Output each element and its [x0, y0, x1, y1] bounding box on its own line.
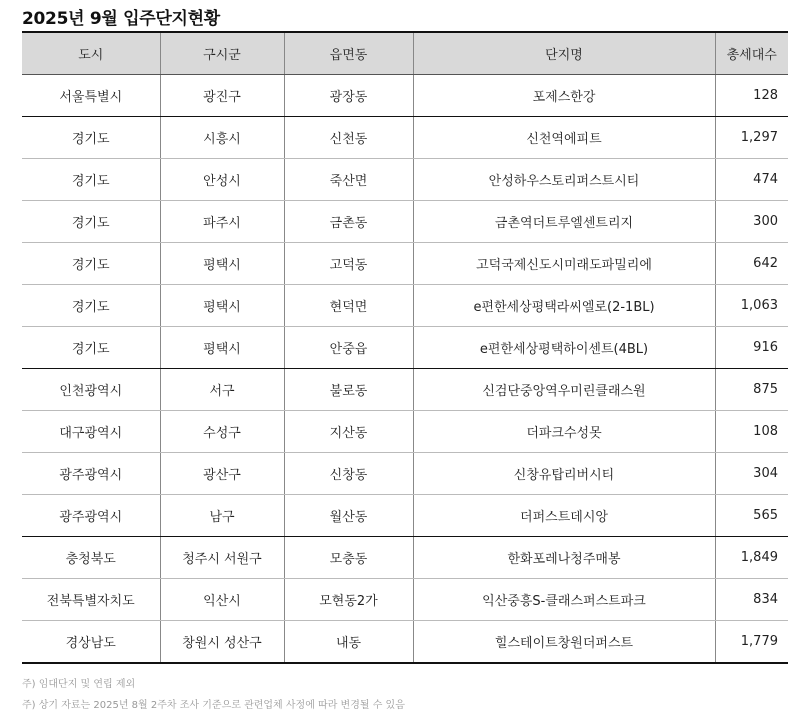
cell-town: 지산동: [284, 411, 413, 453]
cell-city: 충청북도: [22, 537, 160, 579]
cell-district: 안성시: [160, 159, 284, 201]
table-header-row: [22, 32, 788, 75]
cell-complex: 신천역에피트: [413, 117, 715, 159]
cell-households: 1,779: [715, 621, 788, 664]
cell-complex: 안성하우스토리퍼스트시티: [413, 159, 715, 201]
column-header-households: 총세대수: [715, 32, 788, 75]
column-header-district: 구시군: [160, 32, 284, 75]
cell-district: 파주시: [160, 201, 284, 243]
cell-complex: e편한세상평택하이센트(4BL): [413, 327, 715, 369]
table-row: [22, 159, 788, 201]
cell-city: 경기도: [22, 285, 160, 327]
cell-complex: e편한세상평택라씨엘로(2-1BL): [413, 285, 715, 327]
cell-complex: 신창유탑리버시티: [413, 453, 715, 495]
cell-district: 창원시 성산구: [160, 621, 284, 664]
cell-complex: 더퍼스트데시앙: [413, 495, 715, 537]
cell-district: 수성구: [160, 411, 284, 453]
cell-town: 모충동: [284, 537, 413, 579]
cell-town: 불로동: [284, 369, 413, 411]
cell-district: 평택시: [160, 243, 284, 285]
cell-city: 경상남도: [22, 621, 160, 664]
cell-district: 광산구: [160, 453, 284, 495]
cell-city: 경기도: [22, 159, 160, 201]
table-row: [22, 75, 788, 117]
cell-complex: 익산중흥S-클래스퍼스트파크: [413, 579, 715, 621]
cell-households: 916: [715, 327, 788, 369]
cell-city: 인천광역시: [22, 369, 160, 411]
table-row: [22, 537, 788, 579]
cell-city: 서울특별시: [22, 75, 160, 117]
cell-city: 경기도: [22, 327, 160, 369]
cell-city: 전북특별자치도: [22, 579, 160, 621]
cell-town: 월산동: [284, 495, 413, 537]
cell-households: 474: [715, 159, 788, 201]
cell-district: 시흥시: [160, 117, 284, 159]
cell-town: 고덕동: [284, 243, 413, 285]
table-row: [22, 243, 788, 285]
cell-city: 광주광역시: [22, 495, 160, 537]
cell-town: 안중읍: [284, 327, 413, 369]
table-row: [22, 285, 788, 327]
cell-district: 평택시: [160, 327, 284, 369]
column-header-complex: 단지명: [413, 32, 715, 75]
cell-town: 금촌동: [284, 201, 413, 243]
cell-district: 익산시: [160, 579, 284, 621]
move-in-table: [22, 31, 788, 664]
table-row: [22, 411, 788, 453]
cell-households: 1,297: [715, 117, 788, 159]
cell-households: 128: [715, 75, 788, 117]
table-row: [22, 621, 788, 664]
cell-complex: 포제스한강: [413, 75, 715, 117]
footnote: 주) 임대단지 및 연립 제외: [22, 679, 136, 690]
cell-town: 죽산면: [284, 159, 413, 201]
cell-city: 경기도: [22, 243, 160, 285]
footnotes: [22, 674, 405, 716]
cell-complex: 한화포레나청주매봉: [413, 537, 715, 579]
cell-district: 광진구: [160, 75, 284, 117]
table-row: [22, 579, 788, 621]
table-row: [22, 453, 788, 495]
cell-households: 1,063: [715, 285, 788, 327]
cell-households: 1,849: [715, 537, 788, 579]
cell-city: 광주광역시: [22, 453, 160, 495]
cell-town: 신천동: [284, 117, 413, 159]
cell-households: 304: [715, 453, 788, 495]
table-row: [22, 495, 788, 537]
page-title: 2025년 9월 입주단지현황: [22, 9, 220, 29]
column-header-town: 읍면동: [284, 32, 413, 75]
cell-city: 경기도: [22, 201, 160, 243]
cell-town: 신창동: [284, 453, 413, 495]
cell-town: 광장동: [284, 75, 413, 117]
cell-district: 서구: [160, 369, 284, 411]
cell-households: 875: [715, 369, 788, 411]
cell-households: 642: [715, 243, 788, 285]
table-body: [22, 75, 788, 664]
cell-households: 300: [715, 201, 788, 243]
cell-complex: 더파크수성못: [413, 411, 715, 453]
cell-households: 834: [715, 579, 788, 621]
cell-town: 내동: [284, 621, 413, 664]
cell-complex: 신검단중앙역우미린클래스원: [413, 369, 715, 411]
footnote: 주) 상기 자료는 2025년 8월 2주차 조사 기준으로 관련업체 사정에 따라 변경될 수 있음: [22, 700, 405, 711]
column-header-city: 도시: [22, 32, 160, 75]
cell-complex: 고덕국제신도시미래도파밀리에: [413, 243, 715, 285]
table-row: [22, 369, 788, 411]
cell-households: 565: [715, 495, 788, 537]
cell-city: 경기도: [22, 117, 160, 159]
cell-households: 108: [715, 411, 788, 453]
cell-city: 대구광역시: [22, 411, 160, 453]
cell-complex: 힐스테이트창원더퍼스트: [413, 621, 715, 664]
table-row: [22, 327, 788, 369]
cell-complex: 금촌역더트루엘센트리지: [413, 201, 715, 243]
table-row: [22, 117, 788, 159]
table-row: [22, 201, 788, 243]
cell-district: 평택시: [160, 285, 284, 327]
cell-district: 남구: [160, 495, 284, 537]
cell-district: 청주시 서원구: [160, 537, 284, 579]
cell-town: 모현동2가: [284, 579, 413, 621]
cell-town: 현덕면: [284, 285, 413, 327]
